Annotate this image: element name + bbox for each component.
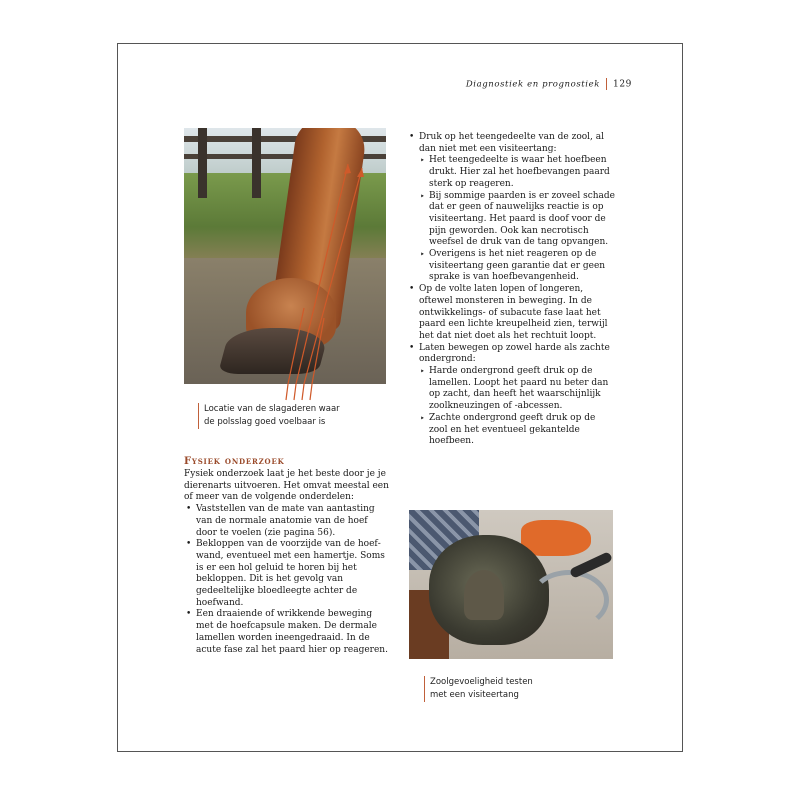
- list-item: [407, 343, 615, 448]
- running-head-title: Diagnostiek en prognostiek: [465, 79, 601, 90]
- list-item-text: Op de volte laten lopen of longeren, oftewel monsteren in beweging. In de ontwikkelings- of subacute fase laat het paard een lichte kreupelheid zien, terwijl het dat niet doet als het rechtuit loopt.: [419, 284, 608, 341]
- arrow-line: [312, 318, 324, 384]
- hoof-frog: [464, 570, 504, 620]
- figure1-caption: [198, 403, 384, 429]
- list-item: • Een draaiende of wrikkende beweging met de hoefcapsule maken. De dermale lamellen worden ineengedraaid. In de acute fase zal het paard hier op reageren.: [184, 609, 389, 656]
- list-item: • Vaststellen van de mate van aantasting van de normale anatomie van de hoef door te voelen (zie pagina 56).: [184, 504, 389, 539]
- running-head-divider: [606, 78, 607, 90]
- artery-arrows-tail: [184, 384, 386, 402]
- arrow-line: [286, 384, 288, 400]
- arrow-line: [302, 384, 304, 400]
- figure2-caption: [424, 676, 610, 702]
- test-list: [407, 132, 615, 448]
- sub-list-item: ‣ Harde ondergrond geeft druk op de lamellen. Loopt het paard nu beter dan op zacht, dan heeft het waarschijnlijk zoolkneuzingen of -abcessen.: [419, 366, 615, 413]
- hoof-tester-pincer: [529, 570, 609, 630]
- sub-list: [419, 155, 615, 284]
- section-title: Fysiek onderzoek: [184, 456, 285, 467]
- running-head: [466, 78, 632, 90]
- list-item: [407, 132, 615, 284]
- artery-arrows: [184, 128, 386, 384]
- caption-line: de polsslag goed voelbaar is: [204, 417, 326, 427]
- hoof-tester-photo: [409, 510, 613, 659]
- left-column-text: [184, 469, 389, 656]
- caption-line: Locatie van de slagaderen waar: [204, 404, 340, 414]
- page-number: 129: [613, 79, 632, 90]
- arrow-line: [310, 384, 312, 400]
- sub-list: [419, 366, 615, 448]
- list-item-text: Druk op het teengedeelte van de zool, al dan niet met een visiteertang:: [419, 132, 604, 154]
- arrow-head: [344, 164, 351, 174]
- arrow-line: [296, 164, 348, 384]
- arrow-head: [357, 168, 364, 177]
- list-item-text: Laten bewegen op zowel harde als zachte ondergrond:: [419, 342, 610, 365]
- arrow-line: [304, 168, 362, 384]
- sub-list-item: ‣ Overigens is het niet reageren op de visiteertang geen garantie dat er geen sprake is van hoefbevangenheid.: [419, 249, 615, 284]
- arrow-line: [294, 384, 296, 400]
- arrow-line: [288, 308, 304, 384]
- right-column-text: [407, 132, 615, 448]
- caption-line: met een visiteertang: [430, 690, 519, 700]
- list-item: [407, 284, 615, 343]
- sub-list-item: ‣ Het teengedeelte is waar het hoefbeen drukt. Hier zal het hoefbevangen paard sterk op reageren.: [419, 155, 615, 190]
- book-page: [117, 43, 683, 752]
- section-intro: Fysiek onderzoek laat je het beste door je je dierenarts uitvoeren. Het omvat meestal een of meer van de volgende onderdelen:: [184, 469, 389, 503]
- exam-list: [184, 504, 389, 656]
- sub-list-item: ‣ Zachte ondergrond geeft druk op de zool en het eventueel gekantelde hoefbeen.: [419, 413, 615, 448]
- list-item: • Bekloppen van de voorzijde van de hoefwand, eventueel met een hamertje. Soms is er een hol geluid te horen bij het bekloppen. Dit is het gevolg van gedeeltelijke bloedleegte achter de hoefwand.: [184, 539, 389, 609]
- caption-line: Zoolgevoeligheid testen: [430, 677, 533, 687]
- sub-list-item: ‣ Bij sommige paarden is er zoveel schade dat er geen of nauwelijks reactie is op visiteertang. Het paard is doof voor de pijn geworden. Ook kan necrotisch weefsel de druk van de tang opvangen.: [419, 191, 615, 250]
- horse-leg-photo: [184, 128, 386, 384]
